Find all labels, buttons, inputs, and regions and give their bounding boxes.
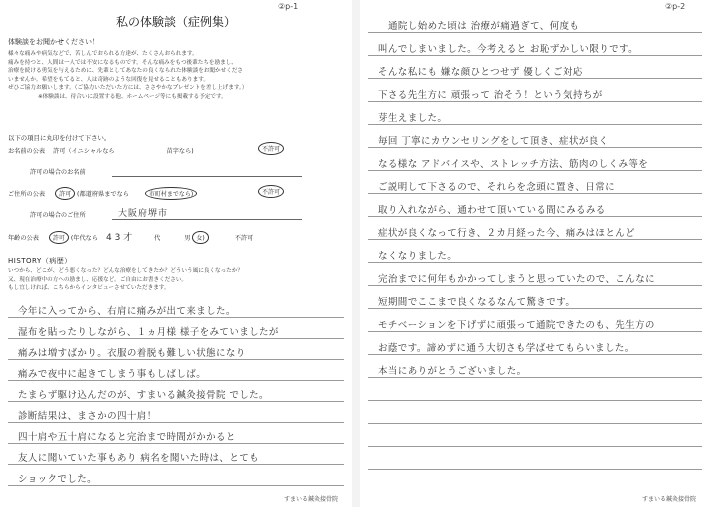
handwritten-line: 湿布を貼ったりしながら、１ヵ月様 様子をみていましたが: [18, 327, 279, 338]
handwritten-lines-area: [360, 0, 710, 507]
handwritten-line: たまらず駆け込んだのが、すまいる鍼灸接骨院 でした。: [18, 390, 269, 401]
ruled-line: [368, 78, 702, 79]
ruled-line: [8, 401, 344, 402]
ruled-line: [368, 377, 702, 378]
ruled-line: [368, 285, 702, 286]
history-heading: HISTORY（病歴）: [8, 257, 72, 265]
ruled-line: [8, 338, 344, 339]
clinic-name-footer: すまいる鍼灸接骨院: [641, 496, 696, 503]
name-option-surname[interactable]: 苗字なら): [166, 148, 194, 155]
name-permit-label: 許可の場合のお名前: [30, 169, 86, 176]
handwritten-line: なくなりました。: [378, 251, 458, 262]
ruled-line: [368, 239, 702, 240]
handwritten-line: お蔭です。諦めずに通う大切さも学ばせてもらいました。: [378, 343, 635, 354]
intro-line: ぜひご協力お願いします。（ご協力いただいた方には、ささやかなプレゼントを差し上げます。）: [8, 85, 248, 92]
ruled-line: [368, 331, 702, 332]
age-disclosure-label: 年齢の公表: [8, 235, 39, 242]
clinic-name-footer: すまいる鍼灸接骨院: [283, 496, 338, 503]
ruled-line: [368, 55, 702, 56]
address-not-allowed-mark: 不許可: [258, 185, 284, 198]
handwritten-line: ご説明して下さるので、それらを念頭に置き、日常に: [378, 182, 616, 193]
address-disclosure-label: ご住所の公表: [8, 191, 46, 198]
history-desc-line: いつから、どこが、どう悪くなった？どんな治療をしてきたか？どういう風に良くなったか？: [8, 268, 243, 274]
age-unit: 代: [154, 235, 161, 242]
ruled-line: [368, 147, 702, 148]
page-number: ②p-1: [278, 2, 299, 11]
ruled-line: [8, 422, 344, 423]
ruled-line: [368, 32, 702, 33]
handwritten-line: 完治までに何年もかかってしまうと思っていたので、こんなに: [378, 274, 656, 285]
handwritten-line: そんな私にも 嫌な顔ひとつせず 優しくご対応: [378, 67, 583, 78]
ruled-line: [368, 124, 702, 125]
page-gutter: [352, 0, 360, 507]
handwritten-line: 診断結果は、まさかの四十肩！: [18, 411, 157, 422]
handwritten-line: ショックでした。: [18, 474, 98, 485]
left-page: [0, 0, 352, 507]
ruled-line: [368, 193, 702, 194]
age-handwritten-value: 4 3 才: [106, 233, 133, 243]
handwritten-line: 痛みは増すばかり。衣服の着脱も難しい状態になり: [18, 348, 246, 359]
handwritten-line: 友人に聞いていた事もあり 病名を聞いた時は、とても: [18, 453, 260, 464]
address-option-city-circled[interactable]: 市町村までなら): [145, 187, 197, 200]
intro-heading: 体験談をお聞かせください！: [8, 38, 99, 46]
history-desc-line: もし宜しければ、こちらからインタビューさせていただきます。: [8, 285, 170, 292]
form-heading: 以下の項目に丸印を付けて下さい。: [8, 134, 111, 142]
handwritten-line: 下さる先生方に 頑張って 治そう！という気持ちが: [378, 90, 603, 101]
handwritten-line: 症状が良くなって行き、２カ月経った今、痛みはほとんど: [378, 228, 636, 239]
ruled-line: [368, 469, 702, 470]
intro-line: 様々な痛みや病気などで、苦しんでおられる方達が、たくさんおられます。: [8, 51, 198, 57]
address-handwritten-value: 大阪府堺市: [118, 209, 169, 219]
handwritten-lines-area: [0, 0, 352, 507]
ruled-line: [368, 400, 702, 401]
name-disclosure-label: お名前の公表: [8, 148, 46, 155]
ruled-line: [8, 443, 344, 444]
ruled-line: [368, 170, 702, 171]
ruled-line: [368, 262, 702, 263]
intro-line: 治療を続ける勇気を与えるために、先輩としてあなたの良くなられた体験談をお聞かせくださ: [8, 68, 243, 75]
name-option-initial[interactable]: 許可（イニシャルなら: [53, 148, 115, 155]
ruled-line: [368, 446, 702, 447]
selected-circle-mark: 不許可: [258, 142, 284, 155]
ruled-line: [8, 380, 344, 381]
handwritten-line: 今年に入ってから、右肩に痛みが出て来ました。: [18, 306, 236, 317]
history-desc-line: 又、現在治療中の方への励まし、応援など。ご自由にお書きください。: [8, 276, 188, 283]
ruled-line: [368, 308, 702, 309]
age-option-decade[interactable]: (年代なら: [70, 235, 99, 242]
age-gender-male[interactable]: 男: [184, 235, 191, 242]
intro-note: ※体験談は、待合いに設置する他、ホームページ等にも掲載する予定です。: [38, 93, 227, 100]
address-permit-label: 許可の場合のご住所: [30, 212, 86, 219]
handwritten-line: モチベーションを下げずに頑張って通院できたのも、先生方の: [378, 320, 655, 331]
intro-line: 痛みを持つと、人間は一人では不安になるものです。そんな痛みをもつ後輩たちを励まし、: [8, 59, 237, 66]
ruled-line: [368, 216, 702, 217]
age-permit-circled[interactable]: 許可: [49, 231, 69, 244]
age-not-allowed-option[interactable]: 不許可: [234, 235, 254, 242]
handwritten-line: 四十肩や五十肩になると完治まで時間がかかると: [18, 432, 236, 443]
page-number: ②p-2: [665, 2, 686, 11]
address-option-prefecture[interactable]: (都道府県までなら: [77, 191, 129, 198]
ruled-line: [8, 317, 344, 318]
handwritten-line: 痛みで夜中に起きてしまう事もしばしば。: [18, 369, 207, 380]
intro-line: いませんか。希望をもてると、人は奇跡のような回復を見せることもあります。: [8, 76, 209, 83]
right-page: [360, 0, 710, 507]
handwritten-line: 毎回 丁寧にカウンセリングをして頂き、症状が良く: [378, 136, 609, 147]
handwritten-line: 取り入れながら、通わせて頂いている間にみるみる: [378, 205, 606, 216]
handwritten-line: 通院し始めた頃は 治療が痛過ぎて、何度も: [388, 21, 580, 32]
ruled-line: [368, 423, 702, 424]
ruled-line: [8, 464, 344, 465]
ruled-line: [368, 354, 702, 355]
age-gender-female-circled[interactable]: 女): [192, 231, 208, 244]
address-permit-circled[interactable]: 許可: [55, 187, 75, 200]
handwritten-line: 芽生えました。: [378, 113, 448, 124]
ruled-line: [8, 485, 344, 486]
handwritten-line: なる様な アドバイスや、ストレッチ方法、筋肉のしくみ等を: [378, 159, 649, 170]
handwritten-line: 短期間でここまで良くなるなんて驚きです。: [378, 297, 576, 308]
ruled-line: [368, 101, 702, 102]
ruled-line: [8, 359, 344, 360]
handwritten-line: 本当にありがとうございました。: [378, 366, 527, 377]
document-title: 私の体験談（症例集）: [115, 15, 236, 29]
handwritten-line: 叫んでしまいました。今考えると お恥ずかしい限りです。: [378, 44, 639, 55]
